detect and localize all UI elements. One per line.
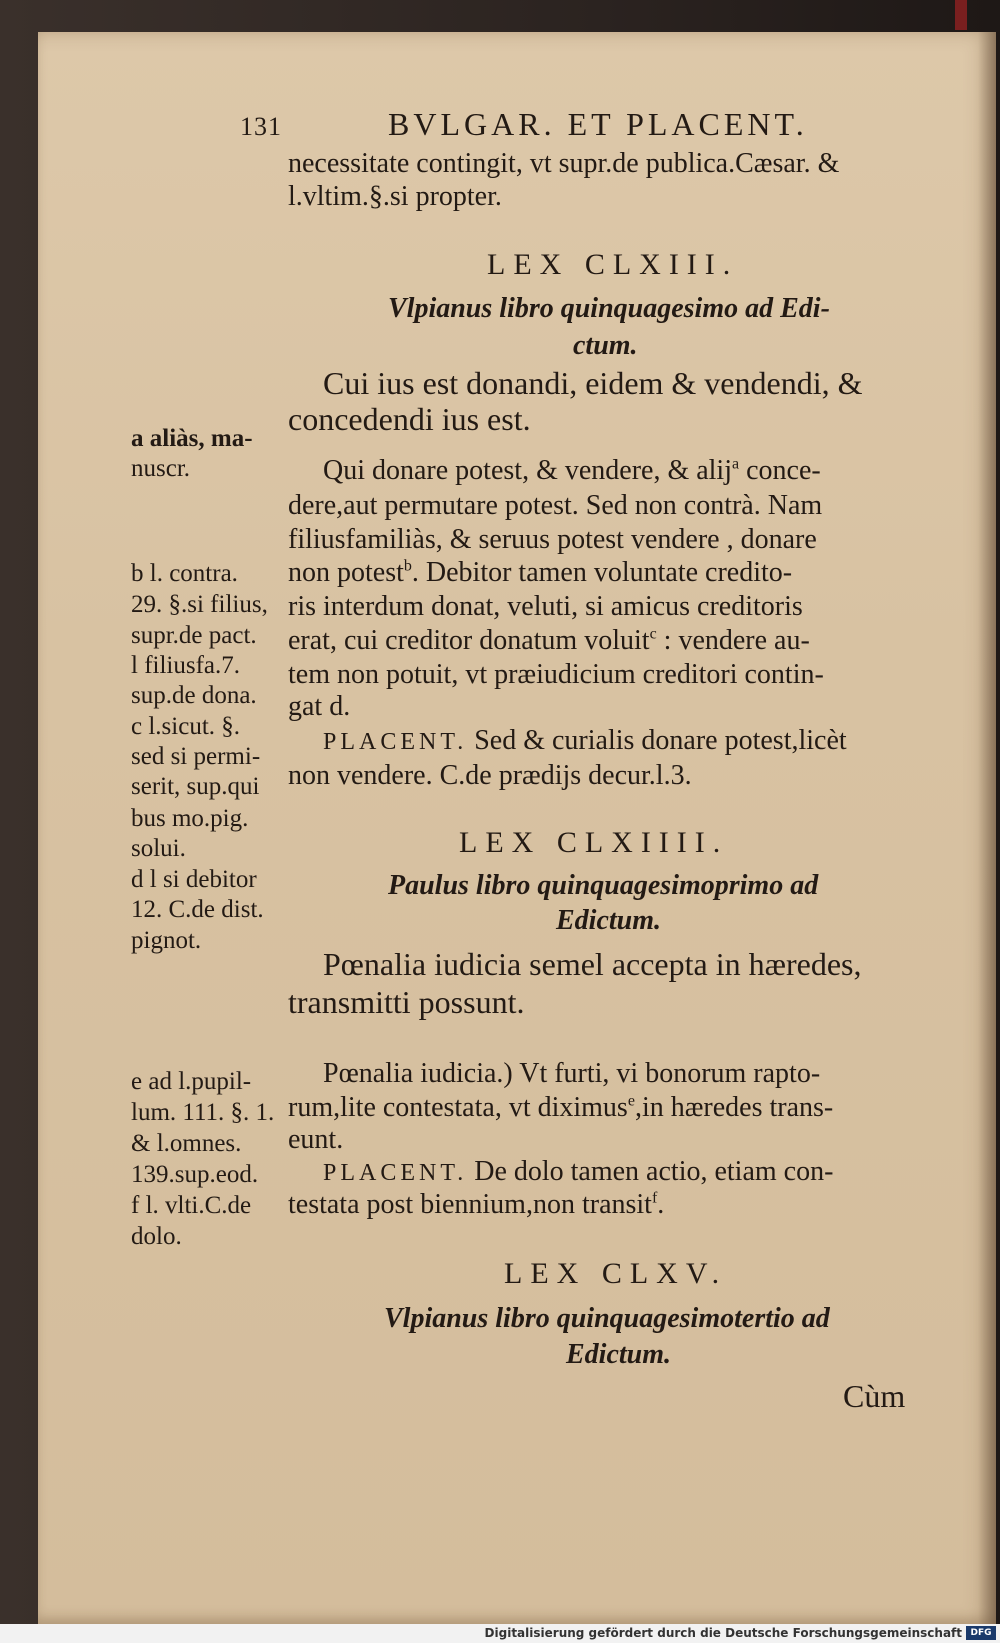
page-number: 131 <box>240 112 282 141</box>
margin-note: 29. §.si filius, <box>131 591 268 618</box>
margin-note: l filiusfa.7. <box>131 652 241 679</box>
placent-note-cont: testata post biennium,non transit$^f$. <box>288 1189 665 1220</box>
footer-text: Digitalisierung gefördert durch die Deutsche Forschungsgemeinschaft <box>484 1626 962 1640</box>
margin-note: lum. 111. §. 1. <box>131 1099 275 1126</box>
commentary-line: ris interdum donat, veluti, si amicus creditoris <box>288 591 803 622</box>
commentary-line: Pœnalia iudicia.) Vt furti, vi bonorum rapto- <box>323 1058 821 1089</box>
lex-163-rubric-cont: ctum. <box>573 330 638 361</box>
commentary-line: rum,lite contestata, vt diximus$^e$,in hæredes trans- <box>288 1092 834 1123</box>
catchword: Cùm <box>843 1378 906 1414</box>
lex-165-title: LEX CLXV. <box>504 1257 728 1290</box>
body-line: necessitate contingit, vt supr.de publica.Cæsar. & <box>288 148 840 179</box>
lex-163-text-cont: concedendi ius est. <box>288 401 531 437</box>
margin-note: 139.sup.eod. <box>131 1161 259 1188</box>
lex-164-text-cont: transmitti possunt. <box>288 984 525 1020</box>
margin-note: f l. vlti.C.de <box>131 1192 252 1219</box>
margin-note: bus mo.pig. <box>131 805 249 832</box>
lex-165-rubric-cont: Edictum. <box>566 1339 672 1370</box>
lex-163-text: Cui ius est donandi, eidem & vendendi, & <box>323 365 863 401</box>
margin-note: d l si debitor <box>131 866 257 893</box>
lex-163-title: LEX CLXIII. <box>487 248 739 281</box>
commentary-line: eunt. <box>288 1124 344 1155</box>
lex-164-rubric-cont: Edictum. <box>556 905 662 936</box>
dfg-logo: DFG <box>966 1626 996 1640</box>
margin-note: & l.omnes. <box>131 1130 242 1157</box>
margin-note: sed si permi- <box>131 743 261 770</box>
margin-note: serit, sup.qui <box>131 773 260 800</box>
lex-165-rubric: Vlpianus libro quinquagesimotertio ad <box>384 1303 830 1334</box>
margin-note: sup.de dona. <box>131 682 257 709</box>
commentary-line: tem non potuit, vt præiudicium creditori contin- <box>288 659 824 690</box>
lex-163-rubric: Vlpianus libro quinquagesimo ad Edi- <box>388 293 830 324</box>
lex-164-text: Pœnalia iudicia semel accepta in hæredes, <box>323 946 862 982</box>
margin-note: b l. contra. <box>131 560 238 587</box>
page-gutter-shadow <box>978 32 996 1624</box>
margin-note: pignot. <box>131 927 202 954</box>
commentary-line: non potest$^b$. Debitor tamen voluntate credito- <box>288 557 793 588</box>
digitization-footer <box>0 1624 1000 1643</box>
commentary-line: gat d. <box>288 691 351 722</box>
commentary-line: erat, cui creditor donatum voluit$^c$ : vendere au- <box>288 625 810 656</box>
lex-164-rubric: Paulus libro quinquagesimoprimo ad <box>388 870 819 901</box>
margin-note: e ad l.pupil- <box>131 1068 252 1095</box>
margin-note: dolo. <box>131 1223 182 1250</box>
body-line: l.vltim.§.si propter. <box>288 181 502 212</box>
placent-note-cont: non vendere. C.de prædijs decur.l.3. <box>288 760 692 791</box>
placent-note: PLACENT. De dolo tamen actio, etiam con- <box>323 1156 834 1187</box>
placent-note: PLACENT. Sed & curialis donare potest,licèt <box>323 725 847 756</box>
commentary-line: filiusfamiliàs, & seruus potest vendere , donare <box>288 524 817 555</box>
lex-164-title: LEX CLXIIII. <box>459 826 729 859</box>
margin-note: c l.sicut. §. <box>131 713 241 740</box>
margin-note: solui. <box>131 835 186 862</box>
running-head: BVLGAR. ET PLACENT. <box>388 106 808 142</box>
binding-mark <box>955 0 967 30</box>
margin-note: nuscr. <box>131 455 191 482</box>
commentary-line: Qui donare potest, & vendere, & alij$^a$ conce- <box>323 455 821 486</box>
margin-note: a aliàs, ma- <box>131 425 253 452</box>
margin-note: supr.de pact. <box>131 622 257 649</box>
commentary-line: dere,aut permutare potest. Sed non contrà. Nam <box>288 490 823 521</box>
margin-note: 12. C.de dist. <box>131 896 264 923</box>
